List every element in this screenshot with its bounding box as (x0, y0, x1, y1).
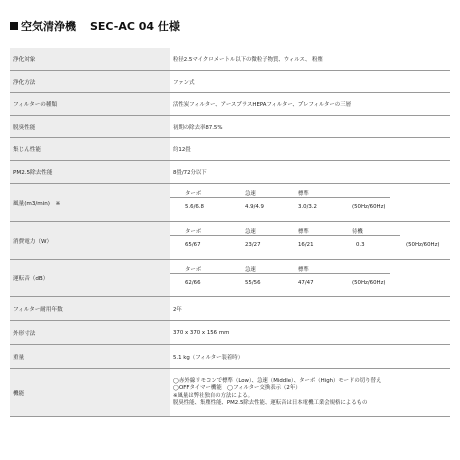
spec-row-life (10, 297, 450, 321)
sub-freq-cell: (50Hz/60Hz) (352, 204, 386, 210)
row-value: 粒径2.5マイクロメートル以下の微粒子物質、ウィルス、 粉塵 (173, 57, 323, 63)
row-label: PM2.5除去性能 (10, 161, 170, 183)
sub-header-cell: 急速 (245, 191, 256, 197)
spec-row-filter (10, 93, 450, 116)
spec-row-noise (10, 260, 450, 297)
spec-row-dust (10, 138, 450, 161)
row-label: 重量 (10, 345, 170, 368)
sub-table (170, 184, 450, 221)
row-value: 5.1 kg（フィルター装着時） (173, 354, 244, 361)
sub-value-cell: 55/56 (245, 280, 261, 286)
sub-header-cell: 待機 (352, 229, 363, 235)
sub-header-rule (170, 187, 390, 198)
sub-header-cell: ターボ (185, 267, 202, 273)
sub-freq-cell: (50Hz/60Hz) (406, 242, 440, 248)
sub-header-cell: ターボ (185, 229, 202, 235)
row-value: 活性炭フィルター、アースプラスHEPAフィルター、プレフィルターの三層 (173, 102, 351, 108)
spec-row-weight (10, 345, 450, 369)
sub-header-cell: 標準 (298, 229, 309, 235)
row-value: 約12畳 (173, 147, 191, 153)
sub-table (170, 260, 450, 296)
row-label: フィルター耐用年数 (10, 297, 170, 320)
sub-value-cell: 62/66 (185, 280, 201, 286)
row-value: 初期の除去率87.5% (173, 124, 223, 131)
spec-row-method (10, 71, 450, 93)
sub-value-cell: 16/21 (298, 242, 314, 248)
sub-header-cell: ターボ (185, 191, 202, 197)
row-label: 風量(m3/min) ※ (10, 184, 170, 221)
row-label: 機能 (10, 369, 170, 416)
row-label: 外形寸法 (10, 321, 170, 344)
row-label: 集じん性能 (10, 138, 170, 160)
row-value: 8畳/72分以下 (173, 170, 207, 176)
row-label: 脱臭性能 (10, 116, 170, 137)
title-heading: 空気清浄機 (21, 20, 76, 33)
row-label: 浄化対象 (10, 48, 170, 70)
sub-value-cell: 0.3 (356, 242, 365, 248)
feature-line: 脱臭性能、集塵性能、PM2.5除去性能、運転音は日本電機工業会規格によるもの (173, 399, 368, 406)
sub-value-cell: 47/47 (298, 280, 314, 286)
spec-row-pm25 (10, 161, 450, 184)
sub-table (170, 222, 450, 259)
sub-header-cell: 標準 (298, 267, 309, 273)
row-label: フィルターの種類 (10, 93, 170, 115)
feature-line: ※風量は弊社独自の方法による。 (173, 392, 253, 399)
sub-header-cell: 標準 (298, 191, 309, 197)
row-label: 浄化方法 (10, 71, 170, 92)
row-value: 370 x 370 x 156 mm (173, 329, 230, 336)
spec-row-deodor (10, 116, 450, 138)
spec-row-target (10, 48, 450, 71)
sub-value-cell: 65/67 (185, 242, 201, 248)
sub-freq-cell: (50Hz/60Hz) (352, 280, 386, 286)
spec-table (10, 48, 450, 417)
sub-value-cell: 5.6/6.8 (185, 204, 204, 210)
spec-row-features (10, 369, 450, 417)
sub-value-cell: 23/27 (245, 242, 261, 248)
row-value: ファン式 (173, 79, 195, 86)
spec-row-power (10, 222, 450, 260)
sub-value-cell: 3.0/3.2 (298, 204, 317, 210)
sub-header-rule (170, 263, 390, 274)
row-value: 2年 (173, 306, 182, 313)
feature-line: ◯赤外線リモコンで標準（Low）、急速（Middle）、ターボ（High）モードの切り替え (173, 378, 382, 385)
spec-title (10, 18, 180, 34)
sub-header-rule (170, 225, 400, 236)
row-label: 運転音（dB） (10, 260, 170, 296)
sub-value-cell: 4.9/4.9 (245, 204, 264, 210)
sub-header-cell: 急速 (245, 267, 256, 273)
feature-line: ◯OFFタイマー機能 ◯フィルター交換表示（2年） (173, 385, 301, 392)
features-list (170, 369, 450, 416)
row-label: 消費電力（W） (10, 222, 170, 259)
spec-row-airflow (10, 184, 450, 222)
title-model: SEC-AC 04 仕様 (90, 20, 180, 33)
sub-header-cell: 急速 (245, 229, 256, 235)
spec-row-size (10, 321, 450, 345)
square-bullet-icon (10, 22, 18, 30)
